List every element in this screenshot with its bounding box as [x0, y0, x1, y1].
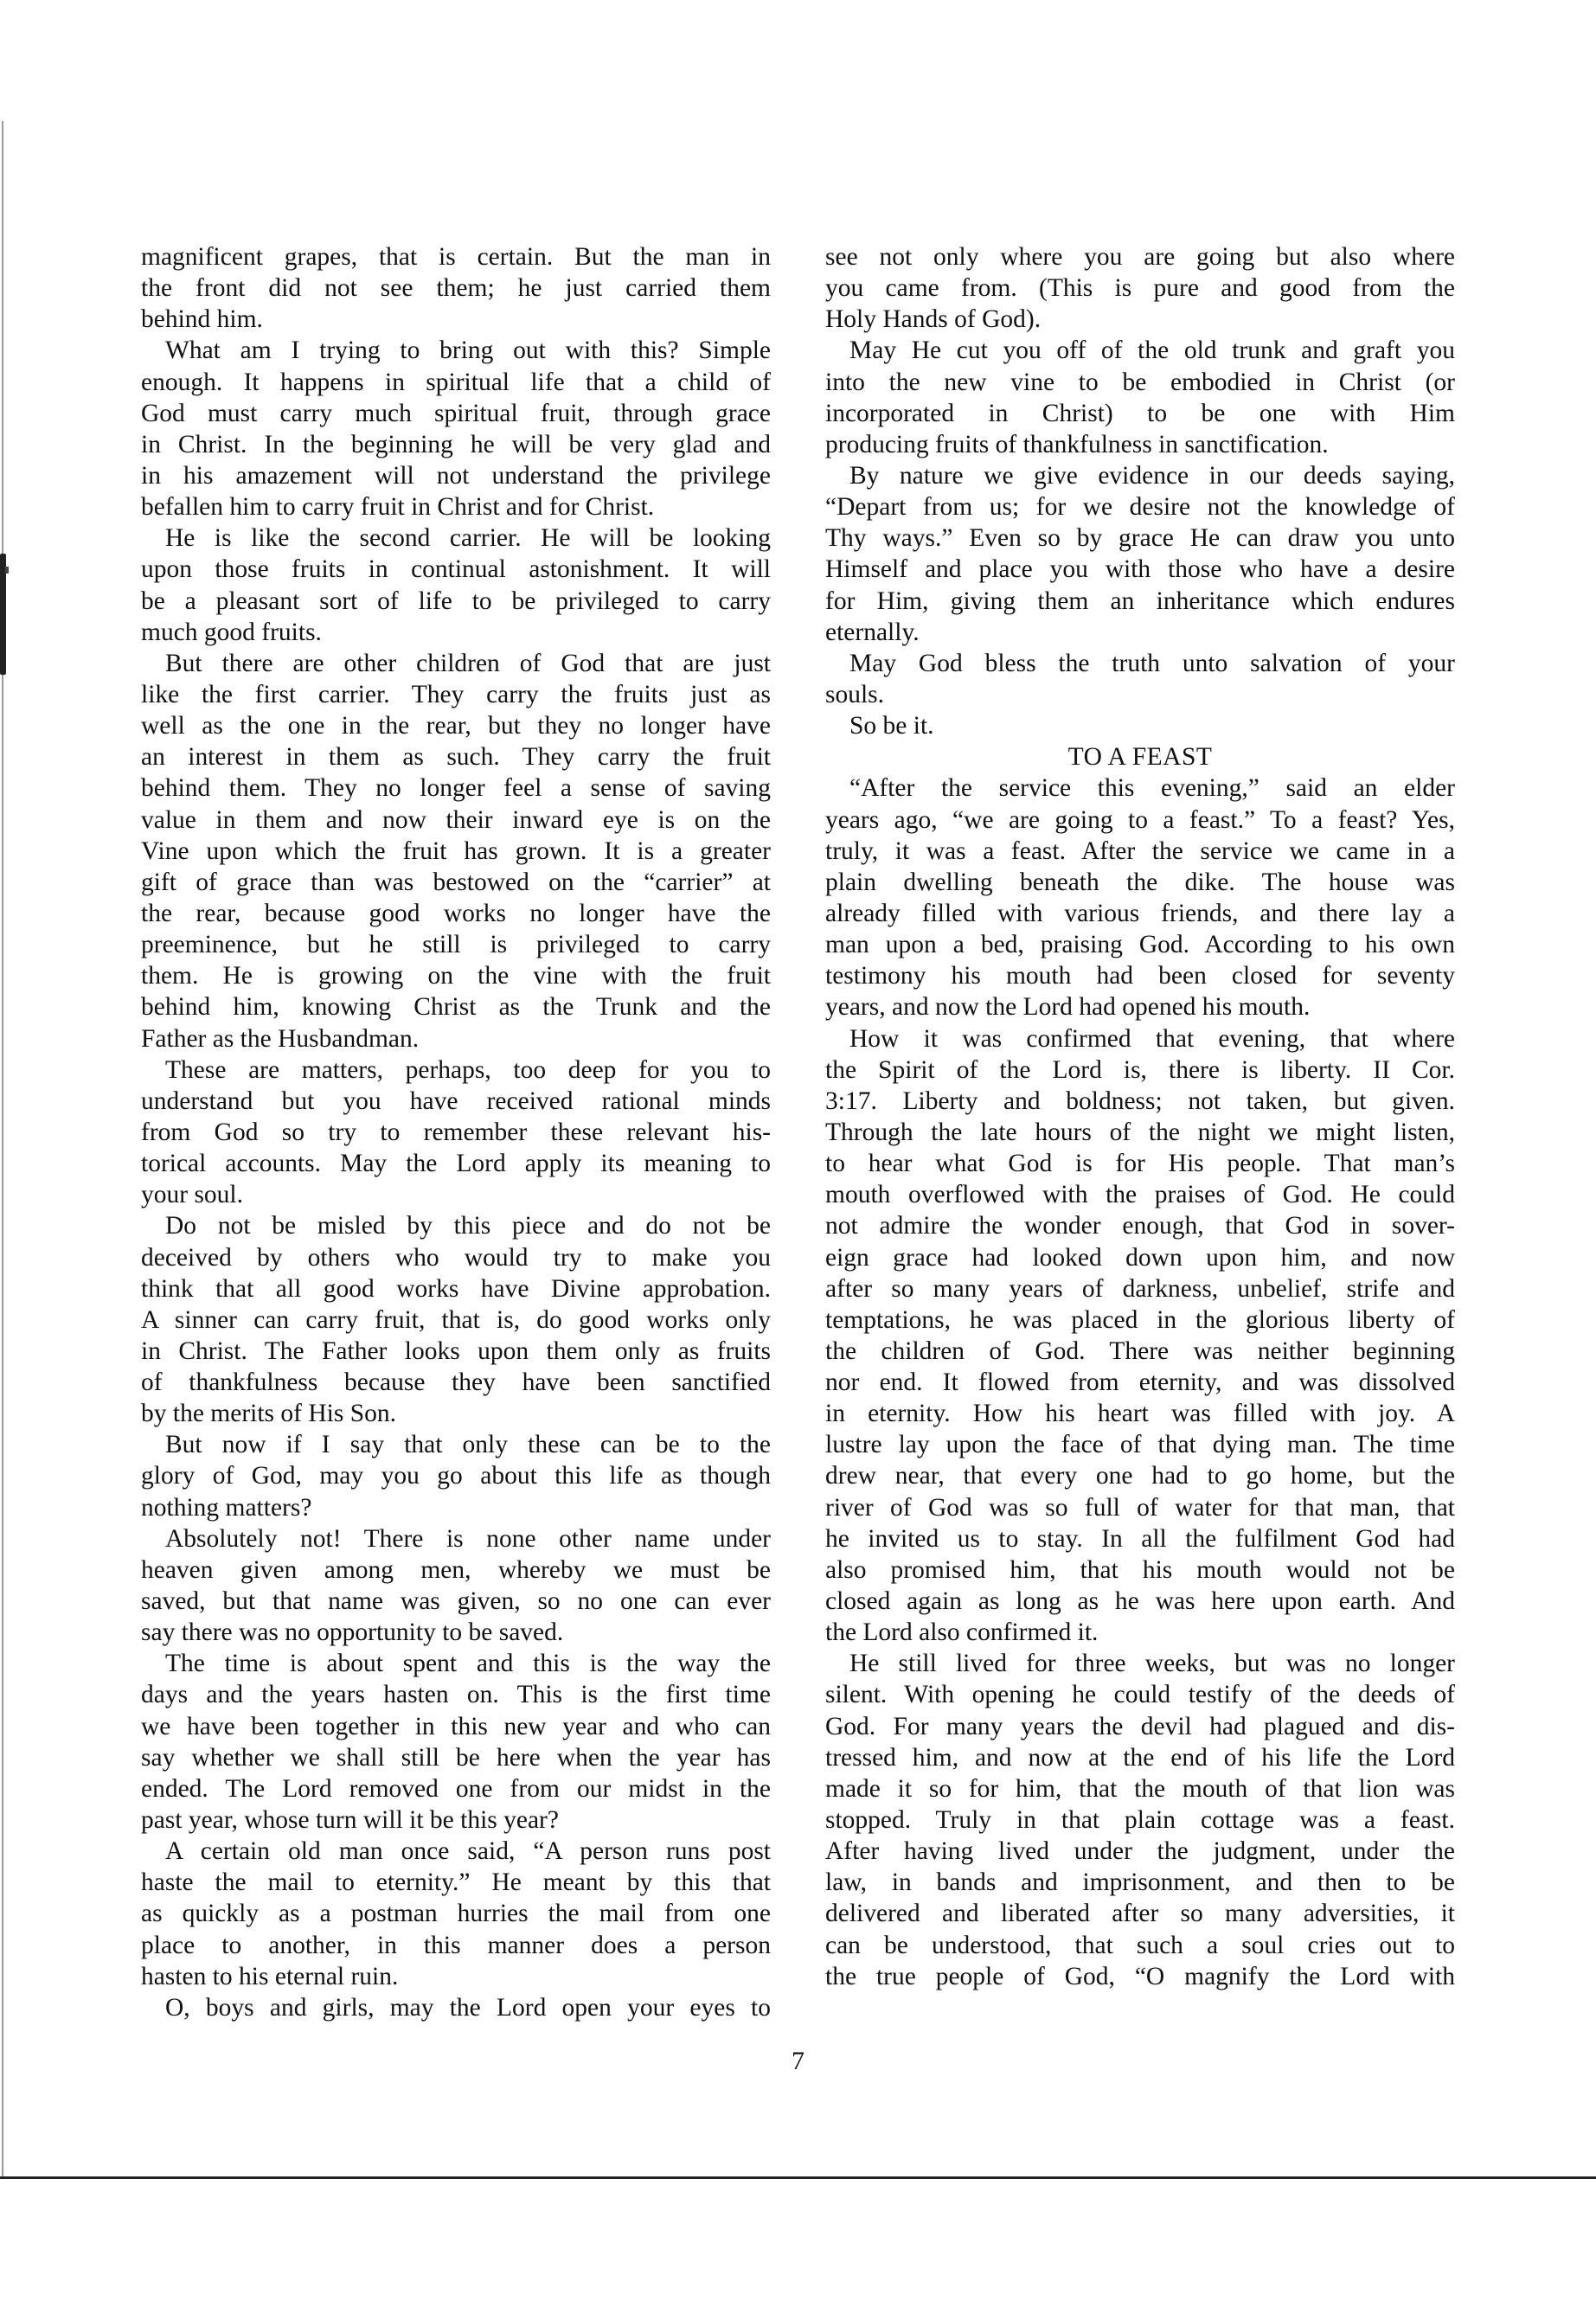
text-line: by the merits of His Son.	[141, 1400, 396, 1428]
text-line: made it so for him, that the mouth of that lion was	[825, 1774, 1455, 1803]
text-line: God. For many years the devil had plagued and dis-	[825, 1712, 1455, 1740]
text-line: for Him, giving them an inheritance which endures	[825, 586, 1455, 615]
text-line: can be understood, that such a soul cries out to	[825, 1931, 1455, 1959]
text-line: hasten to his eternal ruin.	[141, 1962, 399, 1990]
text-line: already filled with various friends, and there lay a	[825, 899, 1455, 927]
text-line: behind him, knowing Christ as the Trunk and the	[141, 993, 771, 1022]
text-line: nor end. It flowed from eternity, and was dissolved	[825, 1368, 1455, 1397]
text-line: saved, but that name was given, so no one can ever	[141, 1587, 771, 1616]
text-line: to hear what God is for His people. That man’s	[825, 1150, 1455, 1178]
text-line: we have been together in this new year and who can	[141, 1712, 771, 1740]
text-line: much good fruits.	[141, 618, 322, 646]
text-line: Do not be misled by this piece and do not be	[165, 1212, 771, 1240]
text-line: eign grace had looked down upon him, and now	[825, 1243, 1455, 1272]
text-line: nothing matters?	[141, 1493, 312, 1522]
text-line: closed again as long as he was here upon earth. And	[825, 1587, 1455, 1616]
text-line: be a pleasant sort of life to be privileged to carry	[141, 586, 771, 615]
text-line: also promised him, that his mouth would not be	[825, 1555, 1455, 1584]
text-line: in Christ. In the beginning he will be very glad and	[141, 430, 771, 458]
text-line: after so many years of darkness, unbelief, strife and	[825, 1274, 1455, 1303]
text-line: from God so try to remember these relevant his-	[141, 1118, 771, 1146]
text-line: behind him.	[141, 305, 263, 334]
scan-left-edge	[2, 121, 3, 2178]
text-line: But there are other children of God that are just	[165, 649, 771, 677]
text-line: eternally.	[825, 618, 920, 646]
text-line: torical accounts. May the Lord apply its meaning to	[141, 1150, 771, 1178]
text-line: not admire the wonder enough, that God in sover-	[825, 1212, 1455, 1240]
bottom-rule	[0, 2176, 1596, 2179]
text-line: enough. It happens in spiritual life that a child of	[141, 368, 771, 396]
text-line: think that all good works have Divine approbation.	[141, 1274, 771, 1303]
text-line: in eternity. How his heart was filled with joy. A	[825, 1400, 1455, 1428]
text-line: silent. With opening he could testify of the deeds of	[825, 1681, 1455, 1709]
text-line: he invited us to stay. In all the fulfilment God had	[825, 1524, 1455, 1553]
text-line: an interest in them as such. They carry the fruit	[141, 743, 771, 772]
text-line: Absolutely not! There is none other name under	[165, 1524, 771, 1553]
text-line: magnificent grapes, that is certain. But the man in	[141, 243, 771, 271]
text-line: producing fruits of thankfulness in sanctification.	[825, 430, 1329, 458]
text-line: see not only where you are going but also where	[825, 243, 1455, 271]
text-line: place to another, in this manner does a person	[141, 1931, 771, 1959]
text-line: incorporated in Christ) to be one with Him	[825, 399, 1455, 427]
text-line: law, in bands and imprisonment, and then to be	[825, 1868, 1455, 1897]
text-line: How it was confirmed that evening, that where	[849, 1024, 1455, 1053]
text-line: truly, it was a feast. After the service we came in a	[825, 836, 1455, 865]
text-line: Through the late hours of the night we might listen,	[825, 1118, 1455, 1146]
text-line: O, boys and girls, may the Lord open your eyes to	[165, 1993, 771, 2022]
text-line: days and the years hasten on. This is the first time	[141, 1681, 771, 1709]
text-line: A certain old man once said, “A person runs post	[165, 1837, 771, 1866]
text-line: stopped. Truly in that plain cottage was a feast.	[825, 1806, 1455, 1835]
text-line: gift of grace than was bestowed on the “carrier” at	[141, 868, 771, 896]
text-line: well as the one in the rear, but they no longer have	[141, 712, 771, 740]
text-line: May God bless the truth unto salvation of your	[849, 649, 1455, 677]
text-line: He is like the second carrier. He will be looking	[165, 524, 771, 553]
left-column	[141, 241, 771, 2023]
text-line: deceived by others who would try to make you	[141, 1243, 771, 1272]
text-line: Vine upon which the fruit has grown. It is a greater	[141, 836, 771, 865]
text-line: plain dwelling beneath the dike. The house was	[825, 868, 1455, 896]
text-line: He still lived for three weeks, but was no longer	[849, 1650, 1455, 1678]
text-line: The time is about spent and this is the way the	[165, 1650, 771, 1678]
text-line: in Christ. The Father looks upon them only as fruits	[141, 1336, 771, 1365]
text-line: delivered and liberated after so many adversities, it	[825, 1900, 1455, 1928]
text-line: “After the service this evening,” said an elder	[849, 774, 1455, 803]
text-line: “Depart from us; for we desire not the knowledge of	[825, 493, 1455, 522]
text-line: befallen him to carry fruit in Christ and for Christ.	[141, 493, 655, 522]
text-line: value in them and now their inward eye is on the	[141, 805, 771, 834]
text-line: God must carry much spiritual fruit, through grace	[141, 399, 771, 427]
scan-edge-mark	[5, 567, 9, 574]
text-line: 3:17. Liberty and boldness; not taken, but given.	[825, 1086, 1455, 1115]
text-line: These are matters, perhaps, too deep for you to	[165, 1055, 771, 1084]
text-line: behind them. They no longer feel a sense of saving	[141, 774, 771, 803]
text-line: Himself and place you with those who have a desire	[825, 555, 1455, 584]
text-line: drew near, that every one had to go home, but the	[825, 1462, 1455, 1490]
text-line: So be it.	[849, 712, 934, 740]
text-line: the children of God. There was neither beginning	[825, 1336, 1455, 1365]
section-heading: TO A FEAST	[1067, 743, 1213, 772]
text-line: May He cut you off of the old trunk and graft you	[849, 336, 1455, 365]
text-line: of thankfulness because they have been sanctified	[141, 1368, 771, 1397]
text-line: upon those fruits in continual astonishment. It will	[141, 555, 771, 584]
text-line: your soul.	[141, 1181, 243, 1209]
text-line: the rear, because good works no longer have the	[141, 899, 771, 927]
text-line: the Lord also confirmed it.	[825, 1618, 1099, 1647]
text-line: heaven given among men, whereby we must be	[141, 1555, 771, 1584]
text-line: Holy Hands of God).	[825, 305, 1042, 334]
text-line: haste the mail to eternity.” He meant by this that	[141, 1868, 771, 1897]
text-line: the Spirit of the Lord is, there is liberty. II Cor.	[825, 1055, 1455, 1084]
text-line: years ago, “we are going to a feast.” To a feast? Yes,	[825, 805, 1455, 834]
text-line: the true people of God, “O magnify the Lord with	[825, 1962, 1455, 1990]
text-line: souls.	[825, 680, 885, 708]
page-number: 7	[792, 2047, 804, 2075]
text-line: But now if I say that only these can be to the	[165, 1431, 771, 1459]
text-line: glory of God, may you go about this life as though	[141, 1462, 771, 1490]
text-line: as quickly as a postman hurries the mail from one	[141, 1900, 771, 1928]
text-line: in his amazement will not understand the privilege	[141, 461, 771, 490]
text-line: Father as the Husbandman.	[141, 1024, 420, 1053]
text-line: ended. The Lord removed one from our midst in the	[141, 1774, 771, 1803]
text-line: river of God was so full of water for that man, that	[825, 1493, 1455, 1522]
text-line: Thy ways.” Even so by grace He can draw you unto	[825, 524, 1455, 553]
text-line: like the first carrier. They carry the fruits just as	[141, 680, 771, 708]
text-line: man upon a bed, praising God. According to his own	[825, 931, 1455, 959]
text-line: understand but you have received rational minds	[141, 1086, 771, 1115]
right-column	[825, 241, 1455, 1992]
text-line: temptations, he was placed in the glorious liberty of	[825, 1305, 1455, 1334]
text-line: the front did not see them; he just carried them	[141, 274, 771, 303]
text-line: testimony his mouth had been closed for seventy	[825, 962, 1455, 990]
text-line: A sinner can carry fruit, that is, do good works only	[141, 1305, 771, 1334]
text-line: mouth overflowed with the praises of God. He could	[825, 1181, 1455, 1209]
text-line: What am I trying to bring out with this? Simple	[165, 336, 771, 365]
text-line: By nature we give evidence in our deeds saying,	[849, 461, 1455, 490]
text-line: into the new vine to be embodied in Christ (or	[825, 368, 1455, 396]
text-line: After having lived under the judgment, under the	[825, 1837, 1455, 1866]
text-line: tressed him, and now at the end of his life the Lord	[825, 1743, 1455, 1772]
text-line: say whether we shall still be here when the year has	[141, 1743, 771, 1772]
text-line: years, and now the Lord had opened his mouth.	[825, 993, 1311, 1022]
text-line: preeminence, but he still is privileged to carry	[141, 931, 771, 959]
text-line: lustre lay upon the face of that dying man. The time	[825, 1431, 1455, 1459]
text-line: say there was no opportunity to be saved.	[141, 1618, 564, 1647]
text-line: past year, whose turn will it be this year?	[141, 1806, 559, 1835]
text-line: you came from. (This is pure and good from the	[825, 274, 1455, 303]
text-line: them. He is growing on the vine with the fruit	[141, 962, 771, 990]
